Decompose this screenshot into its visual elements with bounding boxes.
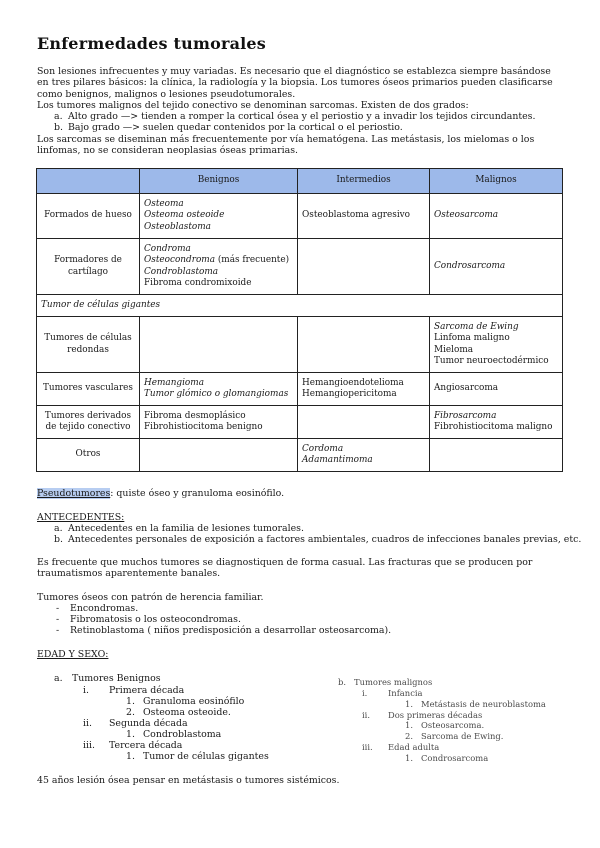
cell-malignos: Condrosarcoma — [430, 239, 563, 295]
age-group: ii. Dos primeras décadas — [362, 710, 483, 720]
cell-benignos: Hemangioma Tumor glómico o glomangiomas — [140, 373, 298, 406]
cell-benignos: Condroma Osteocondroma (más frecuente) Condroblastoma Fibroma condromixoide — [140, 239, 298, 295]
age-item: 1. Condroblastoma — [126, 729, 222, 740]
antecedentes-item: a. Antecedentes en la familia de lesiones tumorales. — [54, 523, 304, 534]
herencia-item: - Encondromas. — [56, 603, 139, 614]
age-group: iii. Tercera década — [83, 740, 183, 751]
cell-benignos — [140, 317, 298, 373]
antecedentes-item: b. Antecedentes personales de exposición a factores ambientales, cuadros de infecciones banales previas, etc. — [54, 534, 582, 545]
grade-item-low: b. Bajo grado —> suelen quedar contenidos por la cortical o el periostio. — [54, 122, 403, 133]
age-item: 1. Condrosarcoma — [405, 753, 489, 763]
table-corner-cell — [37, 169, 140, 194]
age-item: 2. Sarcoma de Ewing. — [405, 731, 504, 741]
age-item: 1. Osteosarcoma. — [405, 720, 485, 730]
header-intermedios: Intermedios — [298, 169, 430, 194]
cell-intermedios: Osteoblastoma agresivo — [298, 194, 430, 239]
edad-sexo-heading: EDAD Y SEXO: — [37, 649, 109, 660]
cell-malignos: Osteosarcoma — [430, 194, 563, 239]
cell-intermedios — [298, 317, 430, 373]
table-row — [37, 373, 563, 406]
age-group: i. Primera década — [83, 685, 185, 696]
row-label: Tumores vasculares — [37, 373, 140, 406]
age-item: 1. Metástasis de neuroblastoma — [405, 699, 546, 709]
casual-paragraph: Es frecuente que muchos tumores se diagnostiquen de forma casual. Las fracturas que se producen por traumatismos aparentemente banales. — [37, 557, 533, 580]
table-row — [37, 194, 563, 239]
herencia-item: - Retinoblastoma ( niños predisposición a desarrollar osteosarcoma). — [56, 625, 392, 636]
cell-malignos: Fibrosarcoma Fibrohistiocitoma maligno — [430, 406, 563, 439]
header-benignos: Benignos — [140, 169, 298, 194]
table-row — [37, 239, 563, 295]
age-item: 1. Tumor de células gigantes — [126, 751, 269, 762]
cell-benignos — [140, 439, 298, 472]
benignos-title: a. Tumores Benignos — [54, 673, 161, 684]
antecedentes-heading: ANTECEDENTES: — [37, 512, 125, 523]
spanning-row-giant-cell: Tumor de células gigantes — [37, 295, 563, 317]
cell-benignos: Fibroma desmoplásico Fibrohistiocitoma benigno — [140, 406, 298, 439]
pseudotumores-label: Pseudotumores — [37, 488, 111, 499]
table-row — [37, 295, 563, 317]
intro-paragraph: Son lesiones infrecuentes y muy variadas. Es necesario que el diagnóstico se establezca siempre basándose en tres pilares básicos: la clínica, la radiología y la biopsia. Los tumores óseos primarios pueden clasificarse como benignos, malignos o lesiones pseudotumorales. — [37, 66, 553, 100]
cell-intermedios — [298, 239, 430, 295]
table-header-row — [37, 169, 563, 194]
header-malignos: Malignos — [430, 169, 563, 194]
sarcoma-paragraph: Los tumores malignos del tejido conectivo se denominan sarcomas. Existen de dos grados: — [37, 100, 469, 111]
cell-benignos: Osteoma Osteoma osteoide Osteoblastoma — [140, 194, 298, 239]
row-label: Tumores de células redondas — [37, 317, 140, 373]
herencia-intro: Tumores óseos con patrón de herencia familiar. — [37, 592, 264, 603]
age-group: ii. Segunda década — [83, 718, 188, 729]
dissemination-paragraph: Los sarcomas se diseminan más frecuentemente por vía hematógena. Las metástasis, los mielomas o los linfomas, no se consideran neoplasias óseas primarias. — [37, 134, 535, 157]
footer-note: 45 años lesión ósea pensar en metástasis o tumores sistémicos. — [37, 775, 340, 786]
cell-malignos — [430, 439, 563, 472]
table-row — [37, 317, 563, 373]
pseudotumores-line: Pseudotumores: quiste óseo y granuloma eosinófilo. — [37, 488, 285, 499]
cell-intermedios: Cordoma Adamantimoma — [298, 439, 430, 472]
herencia-item: - Fibromatosis o los osteocondromas. — [56, 614, 241, 625]
cell-malignos: Sarcoma de Ewing Linfoma maligno Mieloma Tumor neuroectodérmico — [430, 317, 563, 373]
age-group: iii. Edad adulta — [362, 742, 440, 752]
tumor-classification-table — [36, 168, 563, 472]
grade-item-high: a. Alto grado —> tienden a romper la cortical ósea y el periostio y a invadir los tejidos circundantes. — [54, 111, 536, 122]
row-label: Formadores de cartílago — [37, 239, 140, 295]
page-title: Enfermedades tumorales — [37, 34, 267, 53]
age-item: 2. Osteoma osteoide. — [126, 707, 231, 718]
table-row — [37, 406, 563, 439]
row-label: Otros — [37, 439, 140, 472]
table-row — [37, 439, 563, 472]
age-group: i. Infancia — [362, 688, 423, 698]
row-label: Formados de hueso — [37, 194, 140, 239]
row-label: Tumores derivados de tejido conectivo — [37, 406, 140, 439]
age-item: 1. Granuloma eosinófilo — [126, 696, 245, 707]
cell-intermedios — [298, 406, 430, 439]
cell-intermedios: Hemangioendotelioma Hemangiopericitoma — [298, 373, 430, 406]
cell-malignos: Angiosarcoma — [430, 373, 563, 406]
malignos-title: b. Tumores malignos — [338, 677, 433, 687]
